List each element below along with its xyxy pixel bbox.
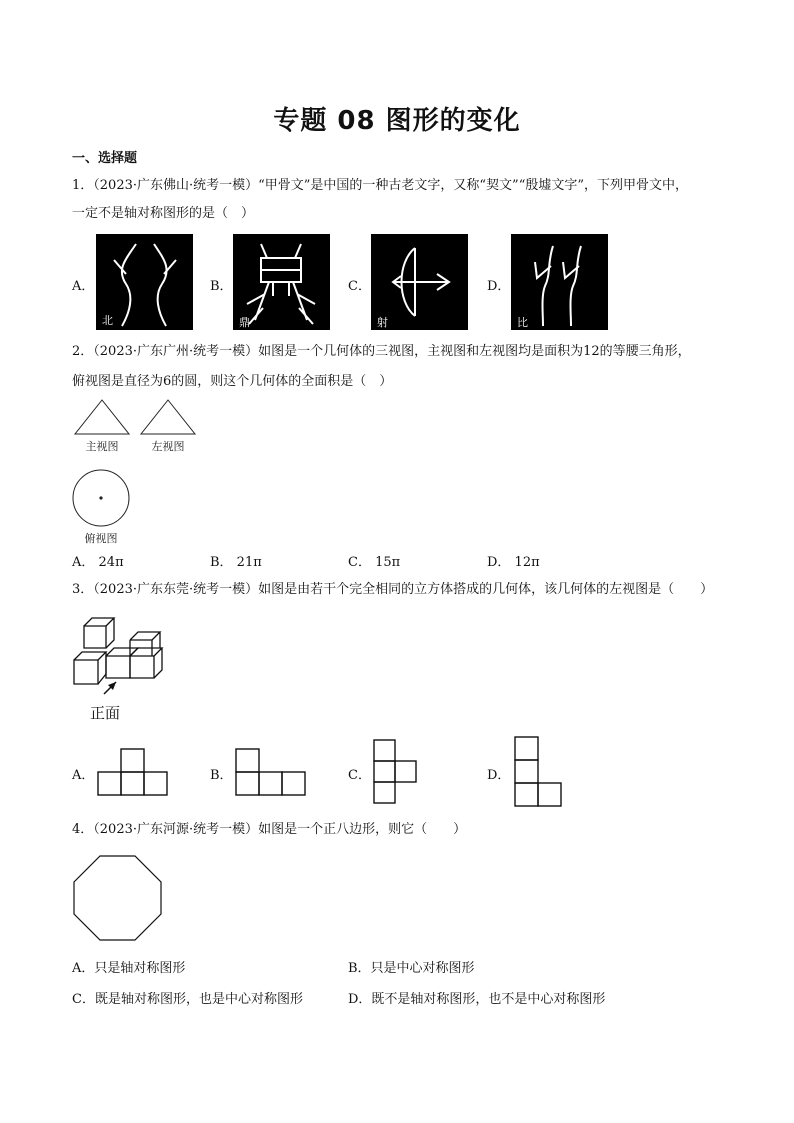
oracle-bone-image-bi[interactable] bbox=[511, 234, 608, 330]
q3-option-a-letter[interactable]: A． bbox=[72, 768, 95, 783]
q3-text-line1: 3．（2023·广东东莞·统考一模）如图是由若干个完全相同的立方体搭成的几何体，该几何体的左视图是（ ） bbox=[72, 582, 714, 597]
q1-text-line2: 一定不是轴对称图形的是（ ） bbox=[72, 206, 255, 221]
left-view-triangle bbox=[138, 398, 198, 438]
q3-option-d-letter[interactable]: D． bbox=[487, 768, 511, 783]
q2-option-c[interactable]: C． 15π bbox=[348, 555, 401, 570]
oracle-bone-image-ding[interactable] bbox=[233, 234, 330, 330]
q1-option-a-letter[interactable]: A． bbox=[72, 279, 95, 294]
section-heading: 一、选择题 bbox=[72, 151, 138, 166]
page-title: 专题 08 图形的变化 bbox=[273, 106, 521, 136]
q4-option-a[interactable]: A．只是轴对称图形 bbox=[72, 961, 186, 976]
q1-caption-a: 北 bbox=[102, 314, 113, 327]
q1-option-d-letter[interactable]: D． bbox=[487, 279, 511, 294]
oracle-bone-image-bei[interactable] bbox=[96, 234, 193, 330]
q3-option-c-figure[interactable] bbox=[373, 739, 421, 805]
q1-option-c-letter[interactable]: C． bbox=[348, 279, 371, 294]
q2-option-a[interactable]: A． 24π bbox=[72, 555, 124, 570]
q2-option-d[interactable]: D． 12π bbox=[487, 555, 540, 570]
q1-caption-b: 鼎 bbox=[239, 316, 250, 329]
q2-text-line2: 俯视图是直径为6的圆，则这个几何体的全面积是（ ） bbox=[72, 374, 393, 389]
front-view-triangle bbox=[72, 398, 132, 438]
regular-octagon-figure bbox=[72, 854, 164, 942]
q1-text-line1: 1．（2023·广东佛山·统考一模）“甲骨文”是中国的一种古老文字，又称“契文”“殷墟文字”，下列甲骨文中， bbox=[72, 178, 688, 193]
top-view-label: 俯视图 bbox=[84, 532, 118, 545]
q2-option-b[interactable]: B． 21π bbox=[210, 555, 262, 570]
q3-option-b-figure[interactable] bbox=[235, 747, 309, 797]
top-view-circle bbox=[70, 469, 132, 531]
q3-option-d-figure[interactable] bbox=[513, 736, 565, 808]
q2-text-line1: 2．（2023·广东广州·统考一模）如图是一个几何体的三视图，主视图和左视图均是面积为12的等腰三角形， bbox=[72, 344, 691, 359]
cube-solid-figure bbox=[72, 614, 182, 700]
q4-option-c[interactable]: C．既是轴对称图形，也是中心对称图形 bbox=[72, 992, 303, 1007]
front-direction-label: 正面 bbox=[90, 704, 121, 722]
q4-option-d[interactable]: D．既不是轴对称图形，也不是中心对称图形 bbox=[348, 992, 606, 1007]
left-view-label: 左视图 bbox=[151, 440, 185, 453]
q4-text-line1: 4．（2023·广东河源·统考一模）如图是一个正八边形，则它（ ） bbox=[72, 822, 467, 837]
q3-option-a-figure[interactable] bbox=[97, 747, 171, 797]
q3-option-b-letter[interactable]: B． bbox=[210, 768, 233, 783]
q1-caption-c: 射 bbox=[377, 316, 388, 329]
front-view-label: 主视图 bbox=[85, 440, 119, 453]
q1-caption-d: 比 bbox=[517, 316, 528, 329]
q1-option-b-letter[interactable]: B． bbox=[210, 279, 233, 294]
q4-option-b[interactable]: B．只是中心对称图形 bbox=[348, 961, 475, 976]
oracle-bone-image-she[interactable] bbox=[371, 234, 468, 330]
q3-option-c-letter[interactable]: C． bbox=[348, 768, 371, 783]
